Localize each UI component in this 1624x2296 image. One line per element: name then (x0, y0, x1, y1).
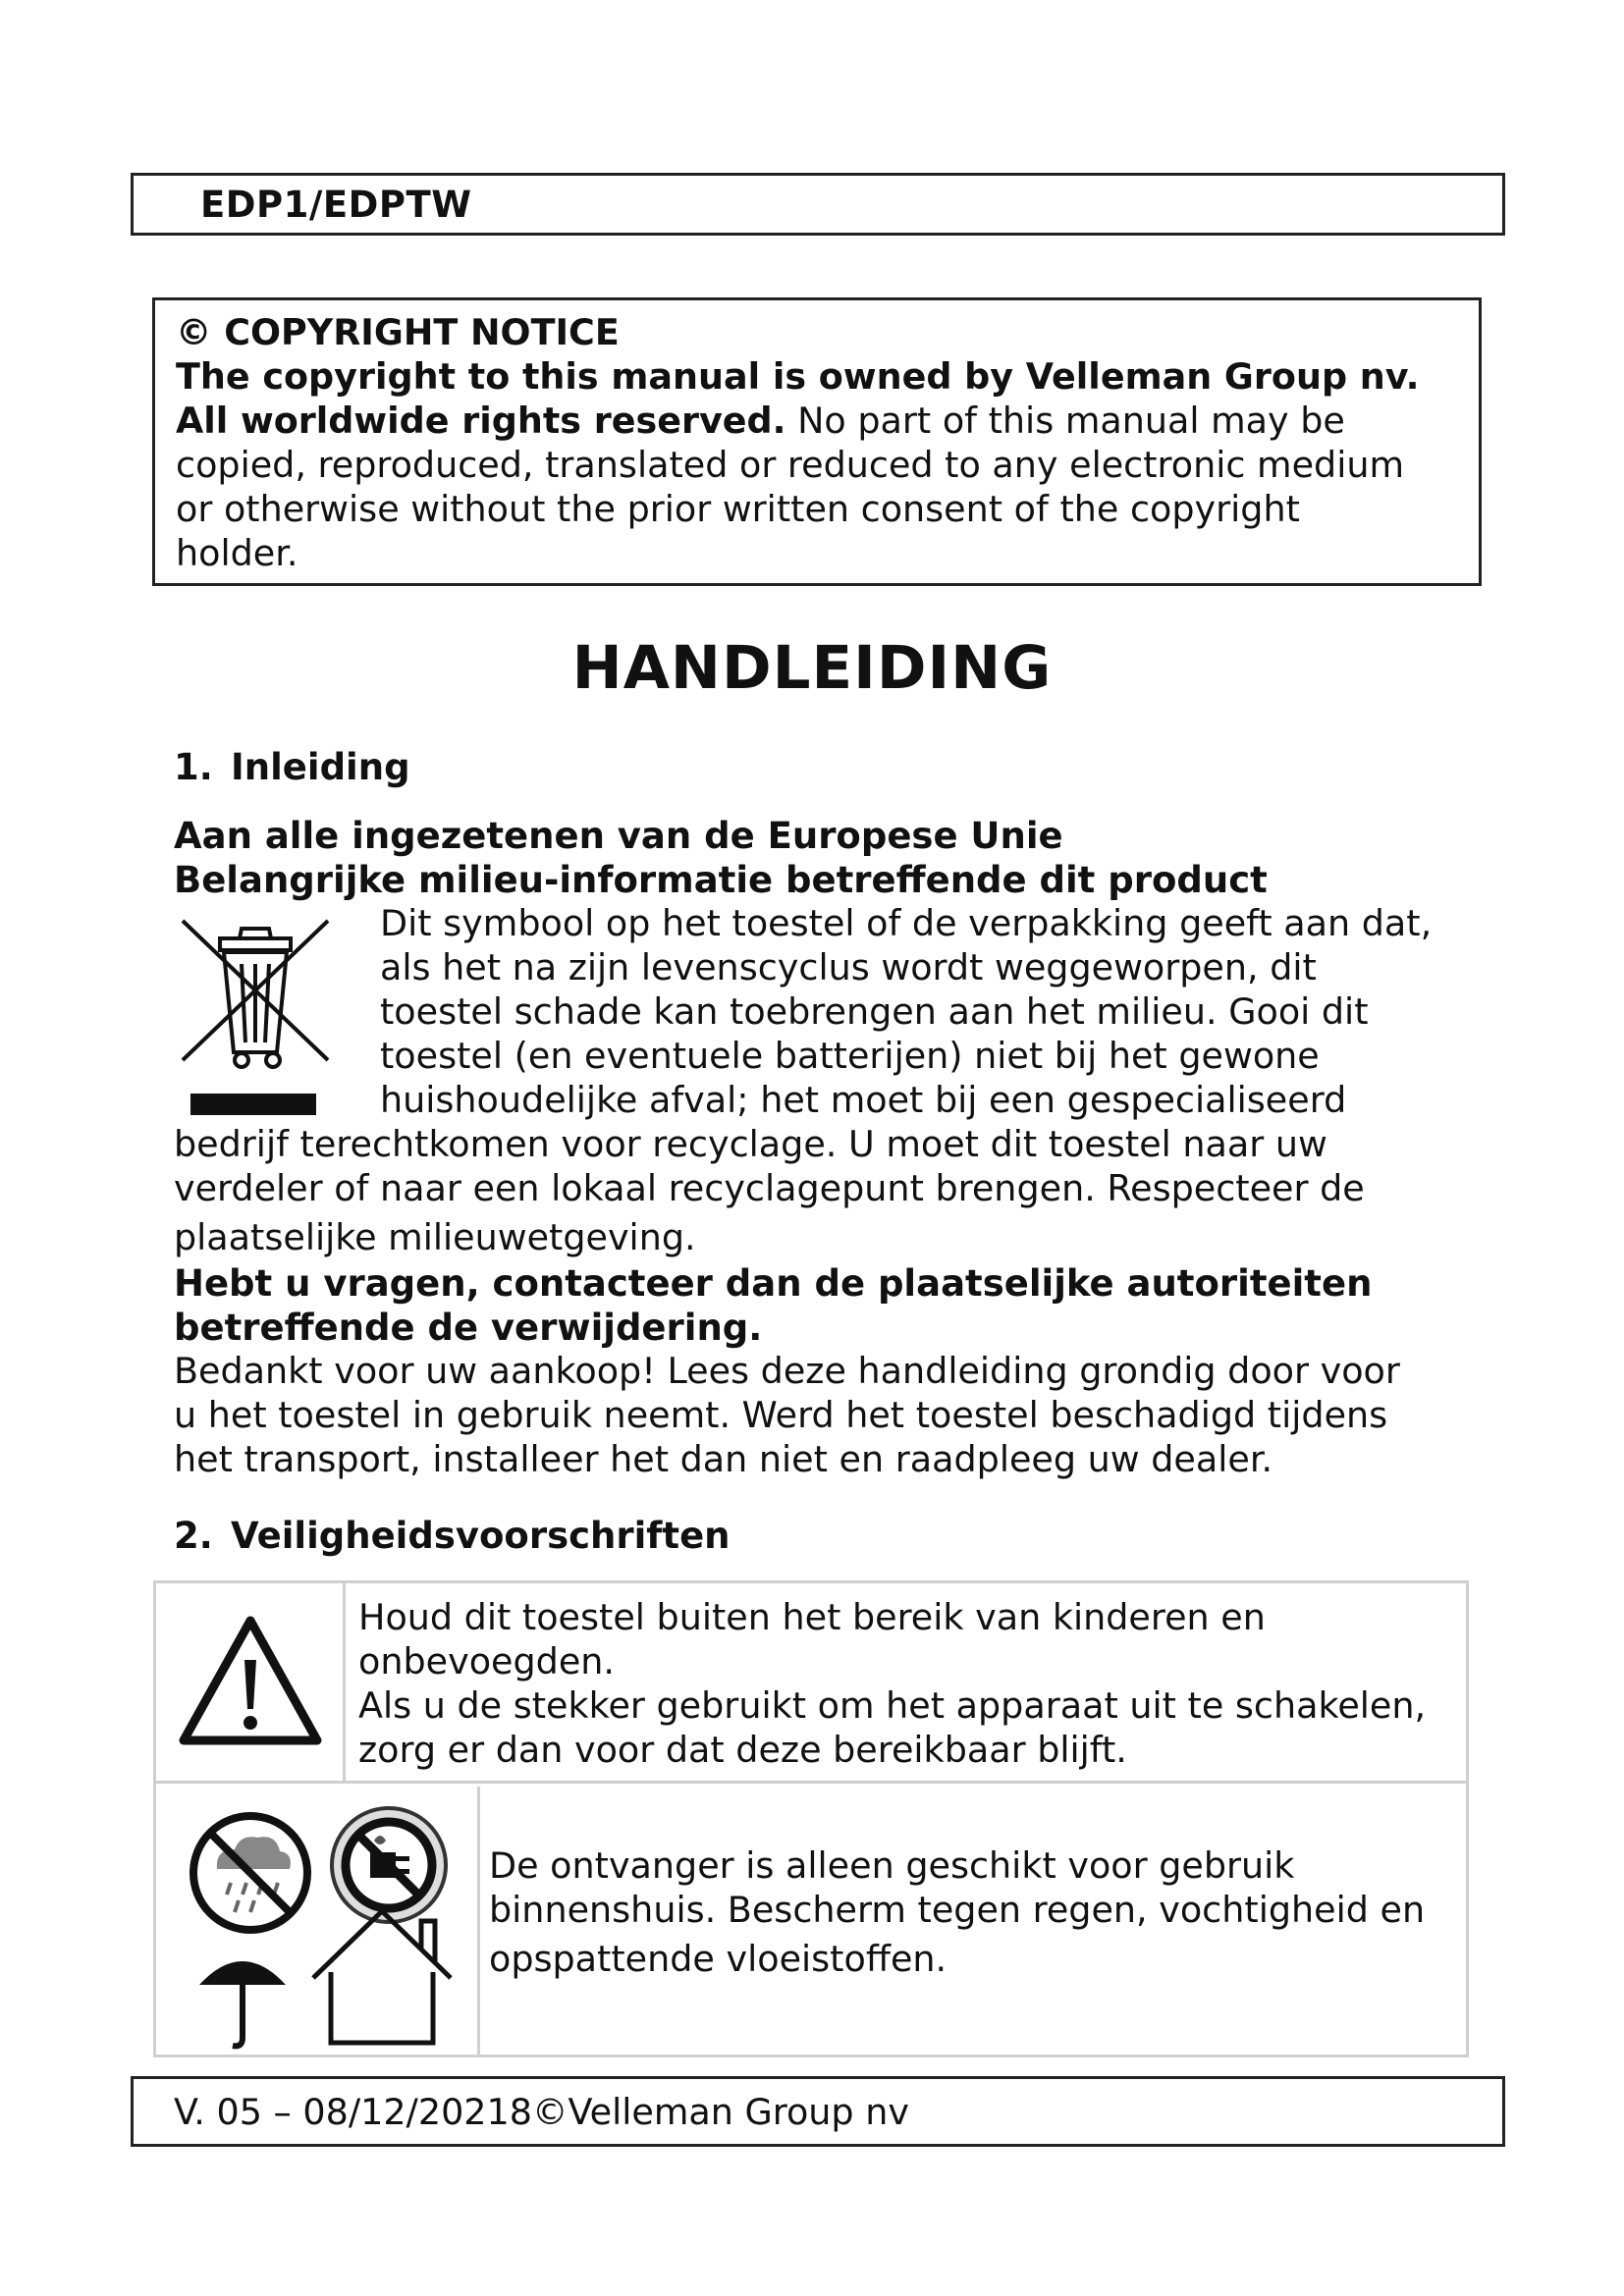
section-1-heading (174, 746, 410, 788)
safety-row-children (156, 1583, 1466, 1784)
copyright-text-4: holder. (176, 532, 298, 574)
section-1-title: Inleiding (231, 746, 410, 788)
section-2-title: Veiligheidsvoorschriften (231, 1515, 731, 1557)
thanks-line: het transport, installeer het dan niet en raadpleeg uw dealer. (174, 1438, 1273, 1480)
questions-notice (174, 1261, 1372, 1350)
weee-line: toestel (en eventuele batterijen) niet bij het gewone (380, 1035, 1320, 1077)
safety-text-2 (489, 1843, 1425, 1981)
environment-info-heading: Belangrijke milieu-informatie betreffende dit product (174, 859, 1268, 901)
recycling-line: verdeler of naar een lokaal recyclagepunt brengen. Respecteer de (174, 1167, 1365, 1209)
indoor-house-icon (303, 1899, 460, 2047)
safety-line: Houd dit toestel buiten het bereik van kinderen en (358, 1596, 1266, 1638)
warning-triangle-icon (156, 1583, 346, 1781)
safety-line: Als u de stekker gebruikt om het apparaat uit te schakelen, (358, 1684, 1427, 1727)
umbrella-icon (193, 1944, 292, 2052)
recycling-paragraph (174, 1122, 1365, 1259)
indoor-icons-cell (156, 1787, 480, 2055)
indoor-line: De ontvanger is alleen geschikt voor gebruik (489, 1844, 1295, 1887)
model-code: EDP1/EDPTW (200, 183, 472, 226)
copyright-heading: © COPYRIGHT NOTICE (176, 311, 620, 353)
copyright-text-1: No part of this manual may be (785, 400, 1345, 442)
safety-line: zorg er dan voor dat deze bereikbaar blijft. (358, 1729, 1127, 1771)
safety-line: onbevoegden. (358, 1640, 616, 1682)
page-title: HANDLEIDING (571, 633, 1053, 703)
recycling-line: bedrijf terechtkomen voor recyclage. U moet dit toestel naar uw (174, 1123, 1327, 1165)
section-2-heading (174, 1515, 731, 1557)
questions-line: Hebt u vragen, contacteer dan de plaatselijke autoriteiten (174, 1262, 1373, 1305)
thanks-line: u het toestel in gebruik neemt. Werd het toestel beschadigd tijdens (174, 1394, 1388, 1436)
weee-line: als het na zijn levenscyclus wordt weggeworpen, dit (380, 946, 1317, 988)
weee-bin-icon (177, 913, 334, 1119)
document-header (131, 173, 1505, 236)
footer-owner: ©Velleman Group nv (531, 2090, 909, 2133)
thanks-paragraph (174, 1349, 1400, 1481)
section-1-number: 1. (174, 746, 213, 788)
copyright-notice (152, 297, 1482, 586)
copyright-owner-line: The copyright to this manual is owned by Velleman Group nv. (176, 355, 1420, 398)
questions-line: betreffende de verwijdering. (174, 1307, 763, 1349)
recycling-line: plaatselijke milieuwetgeving. (174, 1216, 696, 1258)
indoor-line: binnenshuis. Bescherm tegen regen, vochtigheid en (489, 1889, 1426, 1931)
eu-residents-heading: Aan alle ingezetenen van de Europese Unie (174, 815, 1063, 857)
weee-line: huishoudelijke afval; het moet bij een gespecialiseerd (380, 1079, 1347, 1121)
weee-paragraph (380, 901, 1432, 1122)
safety-icon-cell (156, 1583, 346, 1781)
safety-table (153, 1580, 1469, 2057)
section-2-number: 2. (174, 1515, 213, 1557)
weee-line: Dit symbool op het toestel of de verpakking geeft aan dat, (380, 902, 1433, 944)
rights-reserved: All worldwide rights reserved. (176, 400, 786, 442)
version-date: V. 05 – 08/12/2021 (174, 2090, 510, 2133)
no-rain-icon (182, 1804, 319, 1942)
safety-text-1 (358, 1595, 1426, 1772)
indoor-line: opspattende vloeistoffen. (489, 1938, 947, 1980)
copyright-text-2: copied, reproduced, translated or reduced to any electronic medium (176, 444, 1405, 486)
page-footer (131, 2076, 1505, 2147)
page-number: 8 (509, 2090, 532, 2133)
weee-line: toestel schade kan toebrengen aan het milieu. Gooi dit (380, 990, 1369, 1033)
copyright-text-3: or otherwise without the prior written consent of the copyright (176, 488, 1300, 530)
thanks-line: Bedankt voor uw aankoop! Lees deze handleiding grondig door voor (174, 1350, 1400, 1392)
